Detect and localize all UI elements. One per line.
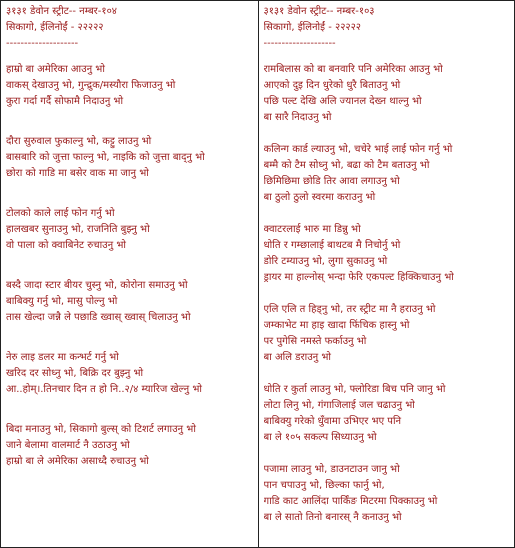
verse-line: छिमिछिमा छोडि तिर आवा लगाउनु भो bbox=[263, 176, 400, 187]
header-line: ३१३१ डेवोन स्ट्रीट-- नम्बर-१०४ bbox=[6, 6, 117, 17]
stanza bbox=[6, 62, 254, 110]
verse-line: आ..होम्।.तिनचार दिन त हो नि..२/४ म्यारिज खेल्नु भो bbox=[6, 384, 202, 395]
left-column bbox=[1, 1, 258, 547]
verse-line: बाबिक्यु गर्नु भो, मासु पोल्नु भो bbox=[6, 296, 118, 307]
verse-line: क्वाटरलाई भारु मा डिन्नु भो bbox=[263, 224, 361, 235]
verse-line: ड्रायर मा हाल्नोस् भन्दा फेरि एकपल्ट हिक्किचाउनु भो bbox=[263, 272, 454, 283]
stanza bbox=[264, 62, 511, 126]
verse-line: पजामा लाउनु भो, डाउनटाउन जानु भो bbox=[263, 464, 400, 475]
right-column bbox=[258, 1, 515, 547]
stanza bbox=[6, 422, 254, 470]
verse-line: पान चपाउनु भो, छिल्का फार्नु भो, bbox=[263, 480, 385, 491]
verse-line: कलिन्ग कार्ड ल्याउनु भो, चचेरे भाई लाई फोन गर्नु भो bbox=[263, 144, 453, 155]
verse-line: पछि पल्ट देखि अलि ज्यानल देख्न थाल्नु भो bbox=[263, 96, 422, 107]
stanza bbox=[264, 382, 511, 446]
verse-line: एलि एलि त हिड्नु भो, तर स्ट्रीट मा नै हराउनु भो bbox=[263, 304, 436, 315]
verse-line: आएको दुइ दिन धुरेको धुरै बिताउनु भो bbox=[263, 80, 401, 91]
verse-line: बस्दै जादा स्टार बीयर चुस्नु भो, कोरोना समाउनु भो bbox=[6, 280, 188, 291]
verse-line: बा ठुलो ठुलो स्वरमा कराउनु भो bbox=[263, 192, 376, 203]
stanza bbox=[264, 142, 511, 206]
stanza bbox=[6, 350, 254, 398]
verse-line: बम्मै को टैम सोध्नु भो, बढा को टैम बताउनु भो bbox=[263, 160, 430, 171]
verse-line: लोटा लिनु भो, गंगाजिलाई जल चढाउनु भो bbox=[263, 400, 415, 411]
stanza bbox=[6, 206, 254, 254]
verse-line: गाडि काट आलिंदा पार्किंङ मिटरमा पिक्काउनु भो bbox=[263, 496, 438, 507]
header-line: ३१३१ डेवोन स्ट्रीट-- नम्बर-१०३ bbox=[263, 6, 375, 17]
verse-line: कुरा गर्दा गर्दै सोफामै निदाउनु भो bbox=[6, 96, 124, 107]
verse-line: रामबिलास को बा बनवारि पनि अमेरिका आउनु भो bbox=[263, 64, 443, 75]
header-line: सिकागो, ईलिनोईं - २२२२२ bbox=[263, 22, 361, 33]
verse-line: हाम्रो बा ले अमेरिका असाध्दै रुचाउनु भो bbox=[6, 456, 149, 467]
verse-line: पर पुगेसि नमस्ते फर्काउनु भो bbox=[263, 336, 367, 347]
verse-line: हाम्रो बा अमेरिका आउनु भो bbox=[6, 64, 105, 75]
verse-line: बाबिक्यु गरेको धुँवामा उभिएर भए पनि bbox=[263, 416, 402, 427]
left-address-header bbox=[6, 4, 254, 52]
header-line: सिकागो, ईलिनोईं - २२२२२ bbox=[6, 22, 104, 33]
verse-line: डोरि टम्याउनु भो, लुगा सुकाउनु भो bbox=[263, 256, 388, 267]
verse-line: धोति र कुर्ता लाउनु भो, फ्लोरिडा बिच पनि जानु भो bbox=[263, 384, 446, 395]
verse-line: वाकस् देखाउनु भो, गुन्द्रुक/मस्यौरा फिजाउनु भो bbox=[6, 80, 176, 91]
stanza bbox=[6, 278, 254, 326]
verse-line: तास खेल्दा जन्नै ले पछाडि ख्वास् ख्वास् चिलाउनु भो bbox=[6, 312, 191, 323]
verse-line: जाने बेलामा वालमार्ट नै उठाउनु भो bbox=[6, 440, 130, 451]
verse-line: बा सारै निदाउनु भो bbox=[263, 112, 332, 123]
stanza bbox=[264, 222, 511, 286]
verse-line: बासबारि को जुत्ता फाल्नु भो, नाइकि को जुत्ता बाद्नु भो bbox=[6, 152, 205, 163]
verse-line: बा ले १०५ सकल्प सिध्याउनु भो bbox=[263, 432, 377, 443]
verse-line: बा ले सातो तिनो बनारस् नै कनाउनु भो bbox=[263, 512, 402, 523]
verse-line: धोति र गम्छालाई बाथटब मै निचोर्नु भो bbox=[263, 240, 401, 251]
stanza bbox=[264, 462, 511, 526]
verse-line: बा अलि डराउनु भो bbox=[263, 352, 332, 363]
verse-line: हालखबर सुनाउनु भो, राजनिति बुझ्नु भो bbox=[6, 224, 150, 235]
verse-line: बिदा मनाउनु भो, सिकागो बुल्स् को टिशर्ट लगाउनु भो bbox=[6, 424, 196, 435]
stanza bbox=[264, 302, 511, 366]
header-rule: -------------------- bbox=[6, 38, 79, 49]
stanza bbox=[6, 134, 254, 182]
verse-line: वो पाला को क्वाबिनेट रुचाउनु भो bbox=[6, 240, 127, 251]
verse-line: छोरा को गाडि मा बसेर वाक मा जानु भो bbox=[6, 168, 149, 179]
verse-line: जम्काभेट मा हाइ खादा फिंचिक हास्नु भो bbox=[263, 320, 410, 331]
right-address-header bbox=[264, 4, 511, 52]
verse-line: दौरा सुरुवाल फुकाल्नु भो, कट्टु लाउनु भो bbox=[6, 136, 152, 147]
verse-line: टोलको काले लाई फोन गर्नु भो bbox=[6, 208, 115, 219]
verse-line: खरिद दर सोध्नु भो, बिक्रि दर बुझ्नु भो bbox=[6, 368, 144, 379]
header-rule: -------------------- bbox=[263, 38, 336, 49]
verse-line: नेरु लाइ डलर मा कन्भर्ट गर्नु भो bbox=[6, 352, 119, 363]
